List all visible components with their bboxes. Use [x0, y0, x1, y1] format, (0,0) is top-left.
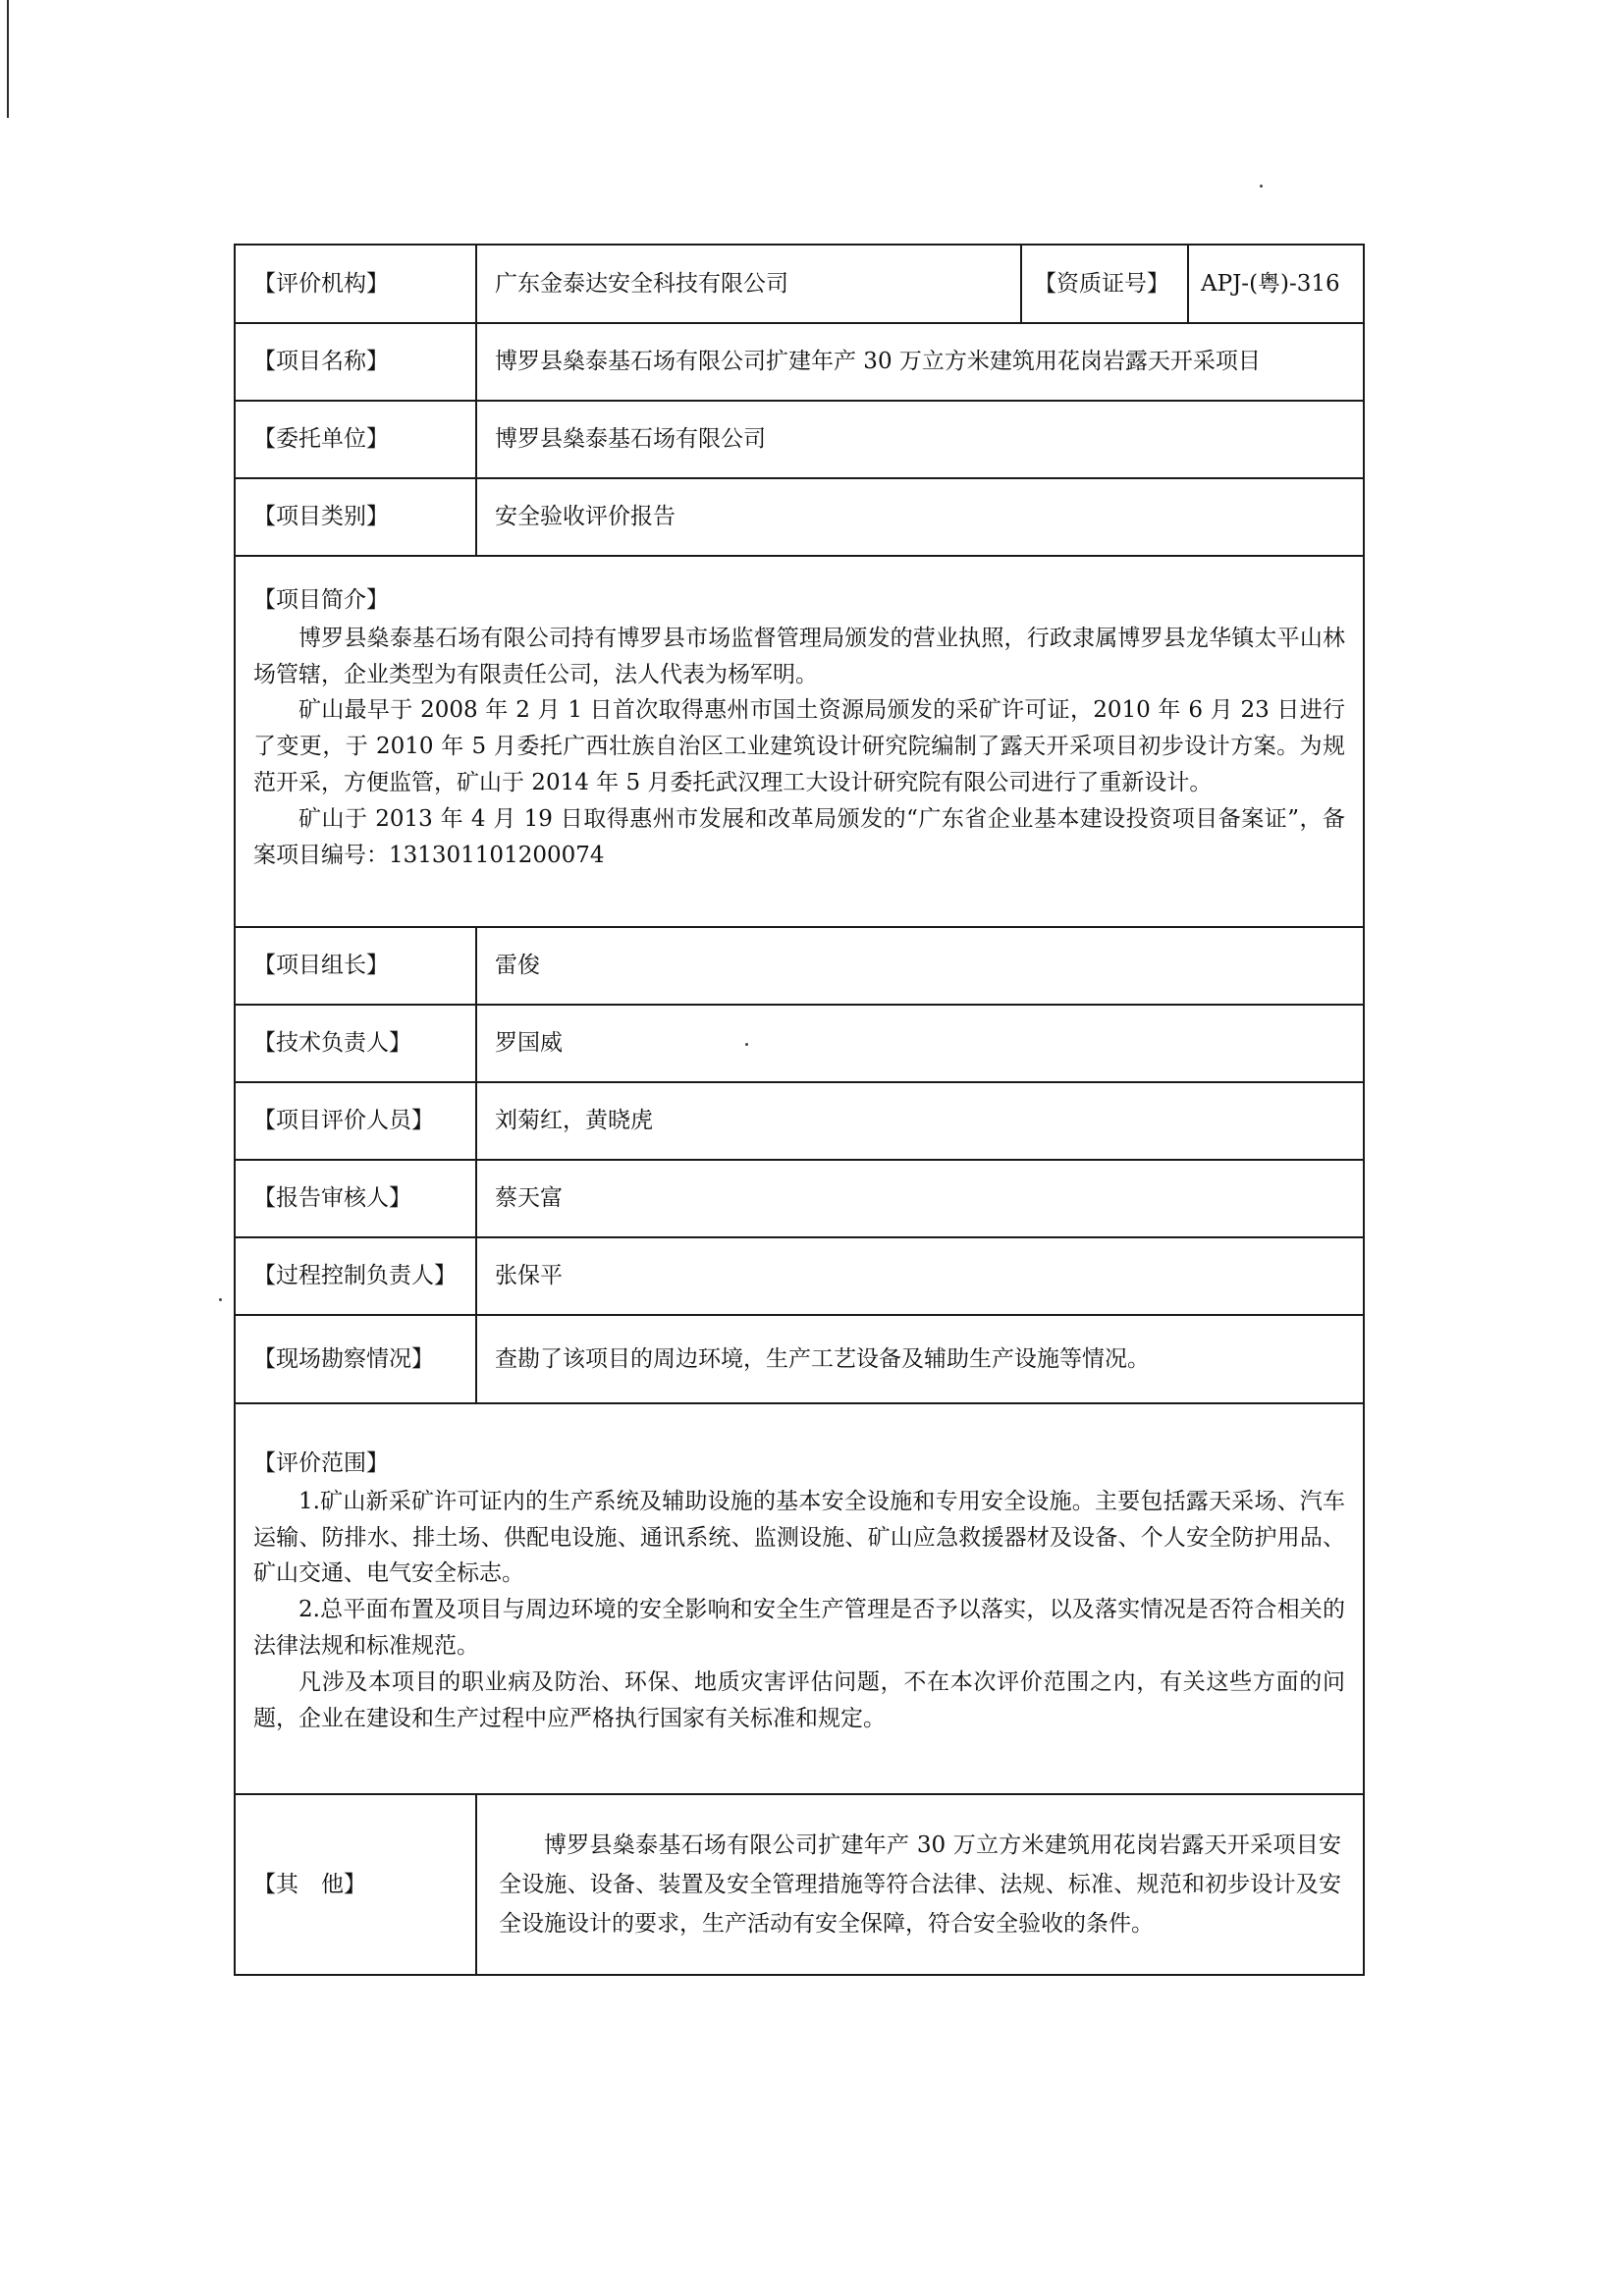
people-row — [235, 927, 1364, 1005]
intro-row — [235, 556, 1364, 927]
tech-lead-value: 罗国威 — [476, 1005, 1364, 1082]
org-row — [235, 245, 1364, 323]
client-value: 博罗县燊泰基石场有限公司 — [476, 401, 1364, 478]
people-row — [235, 1315, 1364, 1403]
org-label: 【评价机构】 — [235, 245, 476, 323]
scan-edge-mark — [7, 0, 9, 118]
other-value-cell — [476, 1794, 1364, 1975]
org-value: 广东金泰达安全科技有限公司 — [476, 245, 1021, 323]
client-label: 【委托单位】 — [235, 401, 476, 478]
scan-speck — [1260, 185, 1263, 188]
process-control-value: 张保平 — [476, 1237, 1364, 1315]
evaluators-label: 【项目评价人员】 — [235, 1082, 476, 1160]
project-type-value: 安全验收评价报告 — [476, 478, 1364, 556]
field-row — [235, 478, 1364, 556]
other-value: 博罗县燊泰基石场有限公司扩建年产 30 万立方米建筑用花岗岩露天开采项目安全设施、设备、装置及安全管理措施等符合法律、法规、标准、规范和初步设计及安全设施设计的要求，生产活动有安全保障，符合安全验收的条件。 — [499, 1831, 1341, 1938]
evaluation-scope-block — [235, 1403, 1364, 1794]
intro-heading: 【项目简介】 — [253, 587, 389, 613]
intro-paragraph: 矿山最早于 2008 年 2 月 1 日首次取得惠州市国土资源局颁发的采矿许可证，2010 年 6 月 23 日进行了变更，于 2010 年 5 月委托广西壮族自治区工业建筑设计研究院编制了露天开采项目初步设计方案。为规范开采，方便监管，矿山于 2014 年 5 月委托武汉理工大设计研究院有限公司进行了重新设计。 — [253, 697, 1345, 795]
cert-label: 【资质证号】 — [1021, 245, 1188, 323]
leader-value: 雷俊 — [476, 927, 1364, 1005]
people-row — [235, 1160, 1364, 1237]
other-label: 【其 他】 — [235, 1794, 476, 1975]
project-type-label: 【项目类别】 — [235, 478, 476, 556]
people-row — [235, 1082, 1364, 1160]
people-row — [235, 1237, 1364, 1315]
reviewer-label: 【报告审核人】 — [235, 1160, 476, 1237]
scope-heading: 【评价范围】 — [253, 1450, 389, 1476]
scope-paragraph: 2.总平面布置及项目与周边环境的安全影响和安全生产管理是否予以落实，以及落实情况是否符合相关的法律法规和标准规范。 — [253, 1597, 1345, 1659]
scope-paragraph: 1.矿山新采矿许可证内的生产系统及辅助设施的基本安全设施和专用安全设施。主要包括露天采场、汽车运输、防排水、排土场、供配电设施、通讯系统、监测设施、矿山应急救援器材及设备、个人安全防护用品、矿山交通、电气安全标志。 — [253, 1488, 1345, 1587]
intro-paragraph: 博罗县燊泰基石场有限公司持有博罗县市场监督管理局颁发的营业执照，行政隶属博罗县龙华镇太平山林场管辖，企业类型为有限责任公司，法人代表为杨军明。 — [253, 625, 1345, 687]
leader-label: 【项目组长】 — [235, 927, 476, 1005]
process-control-label: 【过程控制负责人】 — [235, 1237, 476, 1315]
site-survey-value: 查勘了该项目的周边环境，生产工艺设备及辅助生产设施等情况。 — [476, 1315, 1364, 1403]
cert-value: APJ-(粤)-316 — [1188, 245, 1364, 323]
evaluation-info-table — [234, 244, 1365, 1976]
project-name-value: 博罗县燊泰基石场有限公司扩建年产 30 万立方米建筑用花岗岩露天开采项目 — [476, 323, 1364, 401]
scope-row — [235, 1403, 1364, 1794]
tech-lead-label: 【技术负责人】 — [235, 1005, 476, 1082]
evaluators-value: 刘菊红，黄晓虎 — [476, 1082, 1364, 1160]
intro-paragraph: 矿山于 2013 年 4 月 19 日取得惠州市发展和改革局颁发的“广东省企业基本建设投资项目备案证”，备案项目编号：131301101200074 — [253, 805, 1345, 868]
reviewer-value: 蔡天富 — [476, 1160, 1364, 1237]
field-row — [235, 323, 1364, 401]
field-row — [235, 401, 1364, 478]
project-name-label: 【项目名称】 — [235, 323, 476, 401]
scan-speck — [219, 1298, 222, 1301]
site-survey-label: 【现场勘察情况】 — [235, 1315, 476, 1403]
other-row — [235, 1794, 1364, 1975]
people-row — [235, 1005, 1364, 1082]
project-intro-block — [235, 556, 1364, 927]
scope-paragraph: 凡涉及本项目的职业病及防治、环保、地质灾害评估问题，不在本次评价范围之内，有关这些方面的问题，企业在建设和生产过程中应严格执行国家有关标准和规定。 — [253, 1668, 1345, 1731]
